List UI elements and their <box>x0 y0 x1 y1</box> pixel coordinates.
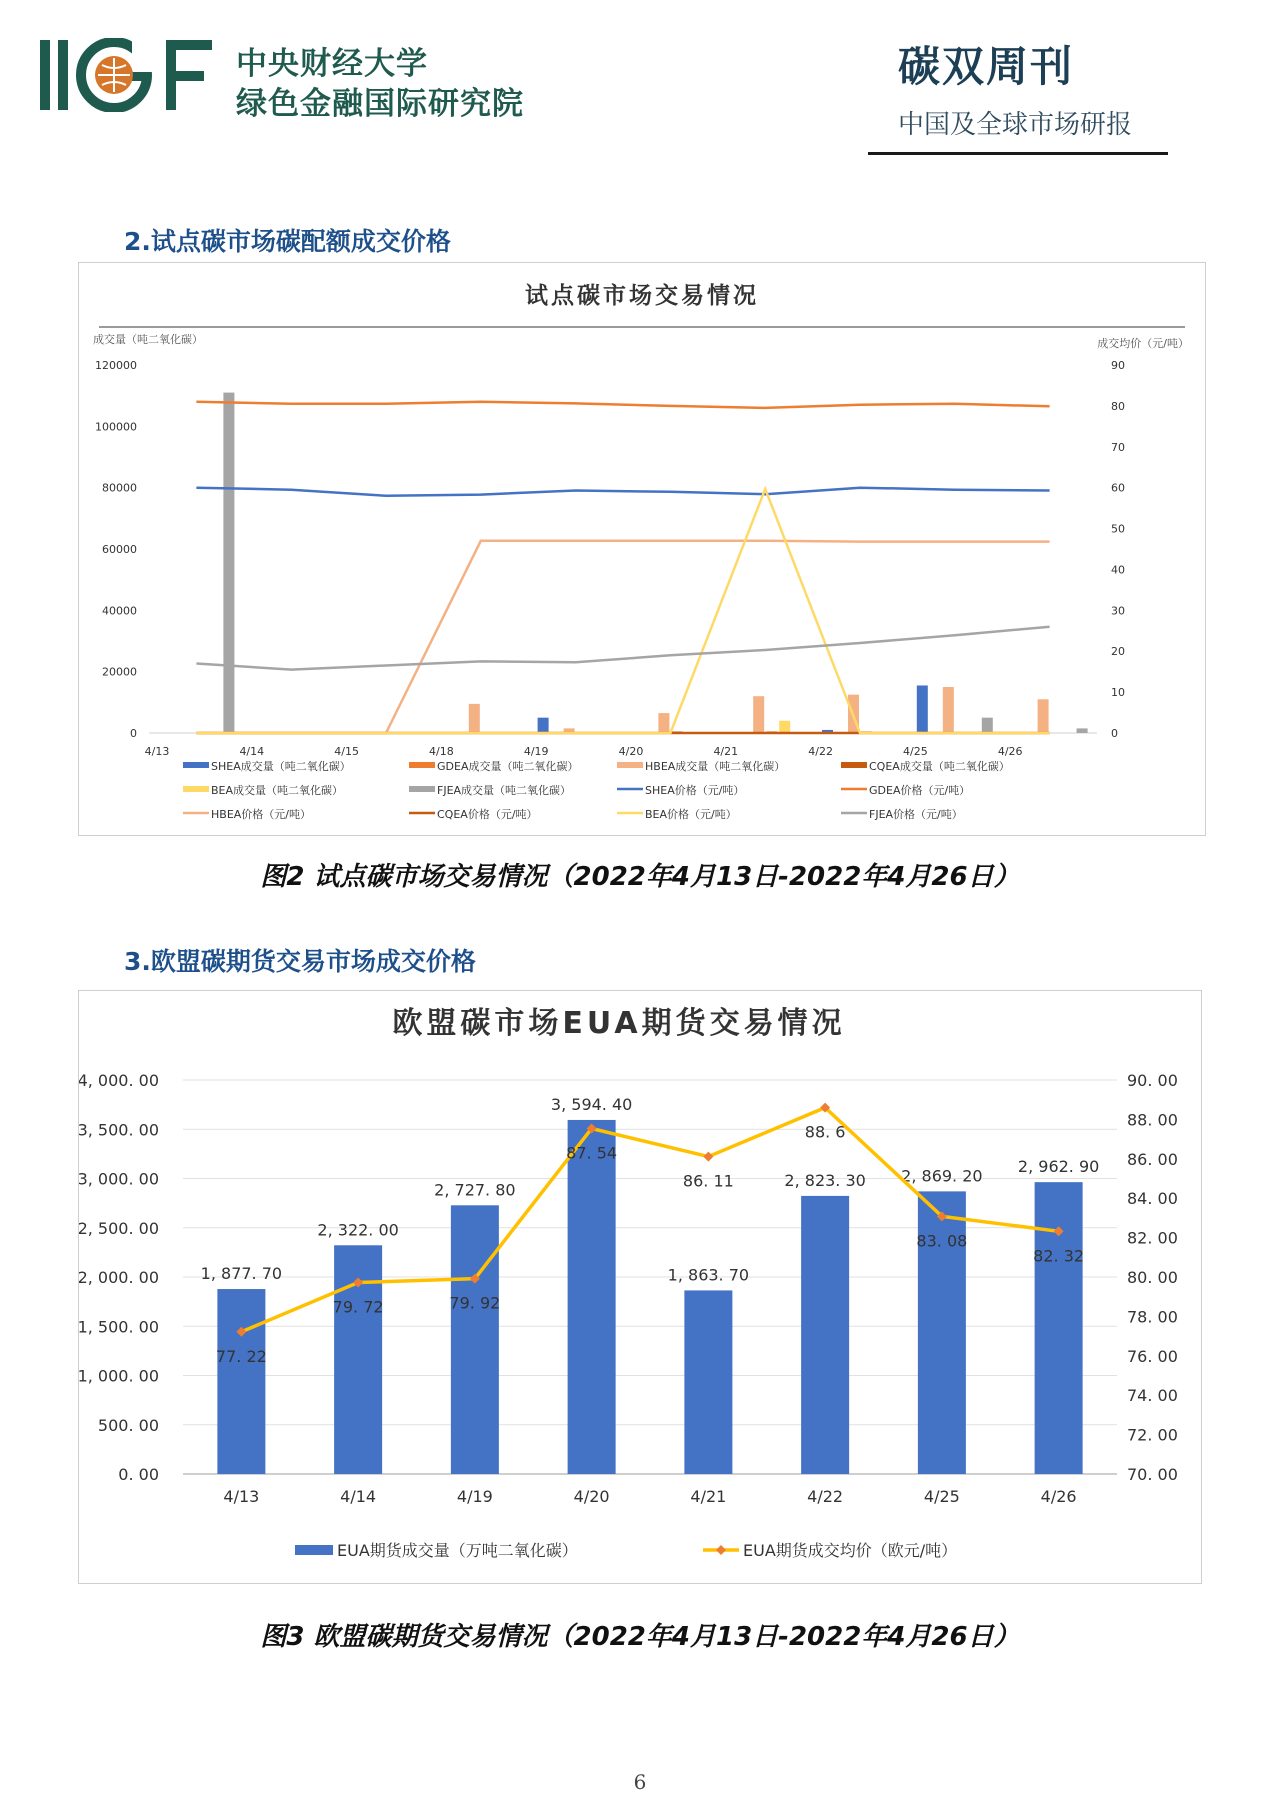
chart2-price-label: 79. 72 <box>332 1297 384 1317</box>
chart2-right-tick-label: 82. 00 <box>1127 1228 1178 1248</box>
chart1-right-tick-label: 60 <box>1111 481 1125 495</box>
chart2-x-tick-label: 4/14 <box>340 1487 377 1506</box>
chart2-bar <box>568 1120 616 1474</box>
chart2-bar-label: 2, 962. 90 <box>1017 1157 1100 1177</box>
chart2-legend-bar-label: EUA期货成交量（万吨二氧化碳） <box>337 1541 578 1560</box>
chart1-right-tick-label: 50 <box>1111 522 1125 536</box>
chart1-legend-swatch <box>841 762 867 768</box>
chart1-bar <box>943 687 954 733</box>
chart1-legend-label: GDEA成交量（吨二氧化碳） <box>437 760 579 773</box>
chart1-legend-label: FJEA成交量（吨二氧化碳） <box>437 784 572 797</box>
chart1-bar <box>1038 699 1049 733</box>
chart1-x-tick-label: 4/15 <box>334 745 359 758</box>
chart1-left-axis-label: 成交量（吨二氧化碳） <box>93 333 203 346</box>
chart1-x-tick-label: 4/21 <box>713 745 739 758</box>
publication-subtitle: 中国及全球市场研报 <box>898 110 1133 140</box>
header-divider <box>868 152 1168 155</box>
chart1-left-tick-label: 0 <box>130 727 137 740</box>
chart1-bar <box>779 721 790 733</box>
chart2-bar <box>217 1289 265 1474</box>
chart2-bar <box>1035 1182 1083 1474</box>
chart1-bar <box>753 696 764 733</box>
chart1-bar <box>469 704 480 733</box>
chart2-right-tick-label: 80. 00 <box>1127 1268 1178 1287</box>
chart1-x-tick-label: 4/19 <box>523 745 549 758</box>
chart2-left-tick-label: 3, 000. 00 <box>79 1169 159 1189</box>
chart1-left-tick-label: 120000 <box>95 359 137 372</box>
chart1-bar <box>982 718 993 733</box>
chart1-title: 试点碳市场交易情况 <box>525 283 759 309</box>
publication-title: 碳双周刊 <box>898 42 1075 91</box>
chart2-x-tick-label: 4/25 <box>923 1487 960 1506</box>
chart2-x-tick-label: 4/20 <box>573 1487 610 1506</box>
chart2-left-tick-label: 1, 000. 00 <box>79 1366 159 1386</box>
page-number: 6 <box>633 1770 647 1794</box>
chart1-line-series <box>196 402 1049 408</box>
chart1-legend-label: BEA成交量（吨二氧化碳） <box>211 784 344 797</box>
chart2-bar-label: 2, 823. 30 <box>784 1170 866 1190</box>
figure2-caption: 图2 试点碳市场交易情况（2022年4月13日-2022年4月26日） <box>260 862 1020 892</box>
chart1-x-tick-label: 4/22 <box>808 745 833 758</box>
chart2-right-tick-label: 86. 00 <box>1127 1149 1178 1169</box>
chart2-left-tick-label: 2, 500. 00 <box>79 1218 159 1238</box>
chart2-right-tick-label: 70. 00 <box>1127 1465 1178 1484</box>
section2-title: 2.试点碳市场碳配额成交价格 <box>124 227 451 256</box>
chart2-price-label: 86. 11 <box>682 1171 734 1191</box>
chart2-bar-label: 1, 863. 70 <box>667 1265 750 1285</box>
chart2-bar-label: 2, 322. 00 <box>317 1220 399 1240</box>
chart2-bar-label: 3, 594. 40 <box>550 1094 633 1114</box>
chart1-x-tick-label: 4/20 <box>618 745 644 758</box>
chart2-legend-bar-swatch <box>295 1545 333 1555</box>
pilot-carbon-market-chart <box>79 263 1205 835</box>
chart1-legend-swatch <box>617 762 643 768</box>
chart1-right-tick-label: 20 <box>1111 645 1125 659</box>
chart1-legend-label: FJEA价格（元/吨） <box>869 808 963 821</box>
chart2-bar <box>801 1196 849 1474</box>
chart1-left-tick-label: 60000 <box>102 543 137 556</box>
chart2-left-tick-label: 500. 00 <box>97 1415 159 1435</box>
chart2-left-tick-label: 2, 000. 00 <box>79 1268 159 1287</box>
chart1-legend-label: CQEA价格（元/吨） <box>437 808 538 821</box>
chart1-legend-label: HBEA成交量（吨二氧化碳） <box>645 760 786 773</box>
chart1-left-tick-label: 20000 <box>102 665 137 679</box>
chart1-x-tick-label: 4/26 <box>997 745 1023 758</box>
chart1-x-tick-label: 4/25 <box>903 745 928 758</box>
chart2-price-label: 77. 22 <box>215 1346 267 1366</box>
chart2-frame <box>78 990 1202 1584</box>
chart1-legend-label: CQEA成交量（吨二氧化碳） <box>869 760 1010 773</box>
chart1-line-series <box>196 627 1049 670</box>
chart1-legend-label: HBEA价格（元/吨） <box>211 808 311 821</box>
chart1-right-tick-label: 90 <box>1111 359 1125 372</box>
eua-futures-chart <box>79 991 1201 1583</box>
chart1-bar <box>1077 728 1088 733</box>
chart2-bar <box>684 1290 732 1474</box>
figure3-caption: 图3 欧盟碳期货交易情况（2022年4月13日-2022年4月26日） <box>260 1622 1020 1652</box>
chart1-x-tick-label: 4/14 <box>239 745 265 758</box>
chart2-price-label: 82. 32 <box>1033 1246 1085 1266</box>
chart2-x-tick-label: 4/19 <box>456 1487 493 1506</box>
org-name-line1: 中央财经大学 <box>236 46 428 82</box>
chart1-legend-swatch <box>183 786 209 792</box>
chart2-title: 欧盟碳市场EUA期货交易情况 <box>392 1006 846 1041</box>
chart2-price-label: 88. 6 <box>804 1122 846 1142</box>
chart2-x-tick-label: 4/26 <box>1040 1487 1077 1506</box>
chart2-left-tick-label: 1, 500. 00 <box>79 1317 159 1337</box>
chart1-legend-label: GDEA价格（元/吨） <box>869 784 971 797</box>
chart2-right-tick-label: 88. 00 <box>1127 1110 1178 1130</box>
chart2-price-label: 79. 92 <box>449 1293 501 1313</box>
chart1-right-tick-label: 80 <box>1111 399 1125 413</box>
chart1-frame <box>78 262 1206 836</box>
chart2-left-tick-label: 4, 000. 00 <box>79 1071 159 1090</box>
chart1-line-series <box>196 488 1049 496</box>
chart2-right-tick-label: 78. 00 <box>1127 1307 1178 1327</box>
chart1-left-tick-label: 80000 <box>102 481 137 495</box>
chart1-right-tick-label: 40 <box>1111 563 1125 577</box>
chart2-bar <box>451 1205 499 1474</box>
chart2-legend-line-label: EUA期货成交均价（欧元/吨） <box>743 1541 958 1560</box>
chart1-legend-label: SHEA价格（元/吨） <box>645 784 745 797</box>
chart2-price-marker <box>703 1152 713 1162</box>
chart1-x-tick-label: 4/13 <box>144 745 170 758</box>
chart1-x-tick-label: 4/18 <box>429 745 454 758</box>
chart2-right-tick-label: 74. 00 <box>1127 1386 1178 1406</box>
chart2-right-tick-label: 72. 00 <box>1127 1425 1178 1445</box>
chart2-x-tick-label: 4/13 <box>223 1487 260 1506</box>
chart2-right-tick-label: 84. 00 <box>1127 1189 1178 1209</box>
chart2-left-tick-label: 0. 00 <box>118 1465 159 1484</box>
chart2-bar-label: 1, 877. 70 <box>200 1264 283 1284</box>
chart1-legend-swatch <box>409 786 435 792</box>
chart2-x-tick-label: 4/21 <box>690 1487 727 1506</box>
chart2-left-tick-label: 3, 500. 00 <box>79 1120 159 1140</box>
chart1-legend-label: BEA价格（元/吨） <box>645 808 737 821</box>
chart1-bar <box>223 393 234 733</box>
chart2-legend-line-marker <box>716 1545 726 1555</box>
chart1-legend-swatch <box>409 762 435 768</box>
chart1-right-tick-label: 0 <box>1111 727 1118 740</box>
chart1-right-tick-label: 30 <box>1111 604 1125 618</box>
org-name-line2: 绿色金融国际研究院 <box>236 86 524 122</box>
chart1-left-tick-label: 100000 <box>95 420 137 434</box>
iigf-logo <box>40 38 220 112</box>
chart1-legend-swatch <box>183 762 209 768</box>
chart1-bar <box>658 713 669 733</box>
chart2-bar-label: 2, 869. 20 <box>901 1166 983 1186</box>
chart1-right-tick-label: 70 <box>1111 440 1125 454</box>
chart2-x-tick-label: 4/22 <box>807 1487 844 1506</box>
chart1-bar <box>917 685 928 733</box>
chart1-bar <box>538 718 549 733</box>
chart1-right-tick-label: 10 <box>1111 686 1125 700</box>
chart1-left-tick-label: 40000 <box>102 604 137 618</box>
chart2-right-tick-label: 90. 00 <box>1127 1071 1178 1090</box>
chart2-price-label: 87. 54 <box>566 1143 618 1163</box>
chart2-bar-label: 2, 727. 80 <box>434 1180 516 1200</box>
chart2-price-label: 83. 08 <box>916 1231 968 1251</box>
chart2-right-tick-label: 76. 00 <box>1127 1346 1178 1366</box>
section3-title: 3.欧盟碳期货交易市场成交价格 <box>124 947 476 976</box>
chart1-right-axis-label: 成交均价（元/吨） <box>1097 337 1189 350</box>
chart1-legend-label: SHEA成交量（吨二氧化碳） <box>211 760 351 773</box>
